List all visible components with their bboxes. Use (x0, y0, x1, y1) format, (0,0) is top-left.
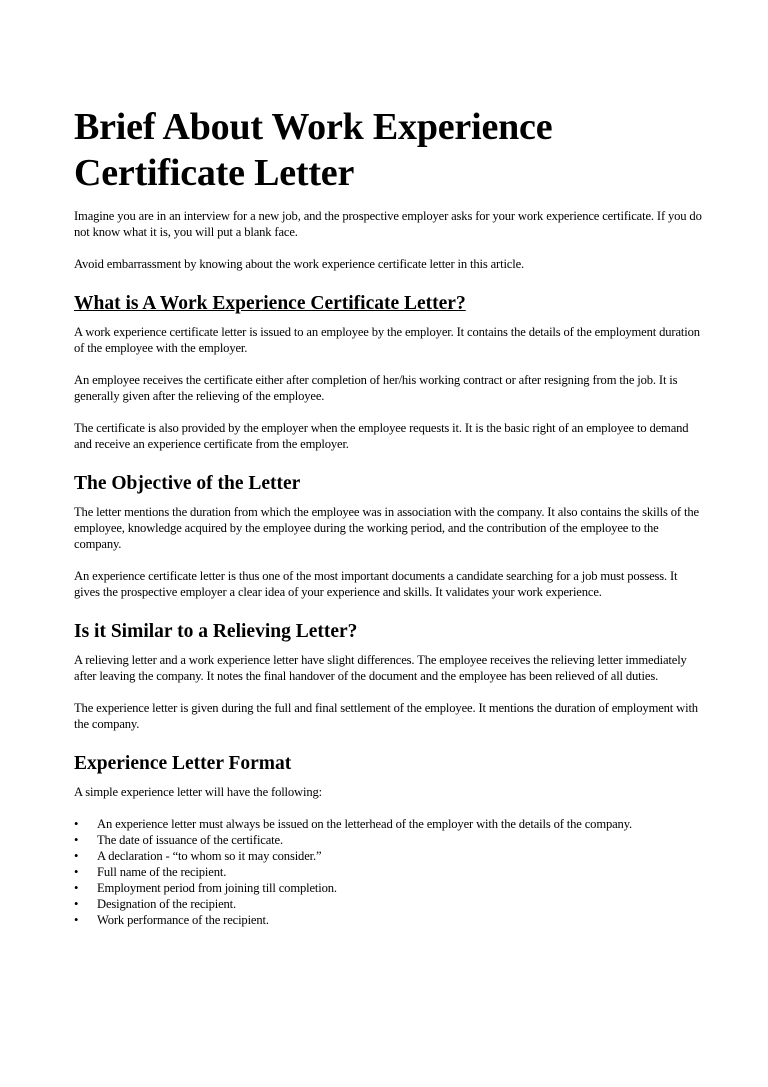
document-title: Brief About Work Experience Certificate Letter (74, 106, 553, 194)
section-2-paragraph-2: An experience certificate letter is thus one of the most important documents a candidate searching for a job must possess. It gives the prospective employer a clear idea of your experience and skills. It validates your work experience. (74, 569, 678, 599)
bullet-icon: • (74, 897, 79, 911)
section-heading-format: Experience Letter Format (74, 753, 292, 774)
format-bullet-list (74, 816, 702, 928)
section-heading-relieving-letter: Is it Similar to a Relieving Letter? (74, 621, 358, 642)
section-heading-what-is: What is A Work Experience Certificate Letter? (74, 293, 466, 314)
section-4-paragraph-1: A simple experience letter will have the following: (74, 785, 322, 799)
list-item: • Work performance of the recipient. (74, 913, 269, 927)
list-item: • A declaration - “to whom so it may consider.” (74, 849, 322, 863)
list-item: • Employment period from joining till completion. (74, 881, 337, 895)
section-1-paragraph-1: A work experience certificate letter is issued to an employee by the employer. It contains the details of the employment duration of the employee with the employer. (74, 325, 700, 355)
intro-paragraph-1: Imagine you are in an interview for a new job, and the prospective employer asks for your work experience certificate. If you do not know what it is, you will put a blank face. (74, 209, 702, 239)
section-1-paragraph-2: An employee receives the certificate either after completion of her/his working contract or after resigning from the job. It is generally given after the relieving of the employee. (74, 373, 678, 403)
section-heading-objective: The Objective of the Letter (74, 473, 301, 494)
bullet-icon: • (74, 865, 79, 879)
bullet-icon: • (74, 913, 79, 927)
bullet-icon: • (74, 833, 79, 847)
section-3-paragraph-2: The experience letter is given during the full and final settlement of the employee. It mentions the duration of employment with the company. (74, 701, 698, 731)
bullet-icon: • (74, 817, 79, 831)
document-page (74, 104, 702, 928)
bullet-icon: • (74, 881, 79, 895)
list-item: • Full name of the recipient. (74, 865, 227, 879)
section-1-paragraph-3: The certificate is also provided by the employer when the employee requests it. It is the basic right of an employee to demand and receive an experience certificate from the employer. (74, 421, 689, 451)
section-2-paragraph-1: The letter mentions the duration from which the employee was in association with the company. It also contains the skills of the employee, knowledge acquired by the employee during the working period, and the contribution of the employee to the company. (74, 505, 699, 551)
bullet-icon: • (74, 849, 79, 863)
intro-paragraph-2: Avoid embarrassment by knowing about the work experience certificate letter in this article. (74, 257, 525, 271)
list-item: • The date of issuance of the certificate. (74, 833, 283, 847)
list-item: • An experience letter must always be issued on the letterhead of the employer with the details of the company. (74, 817, 633, 831)
list-item: • Designation of the recipient. (74, 897, 237, 911)
section-3-paragraph-1: A relieving letter and a work experience letter have slight differences. The employee receives the relieving letter immediately after leaving the company. It notes the final handover of the document and the employee has been relieved of all duties. (74, 653, 687, 683)
